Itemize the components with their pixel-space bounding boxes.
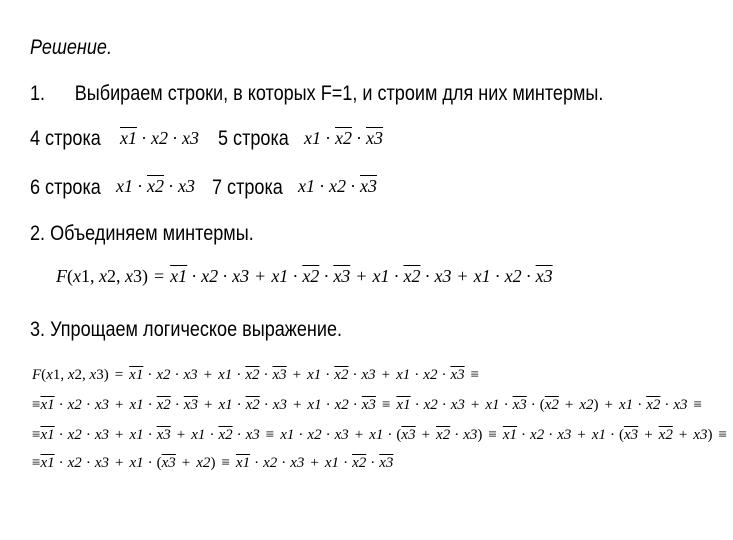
simplify-line-2: ≡x1 · x2 · x3 + x1 · x2 · x3 + x1 · x2 · x3 + x1 · x2 · x3 ≡ x1 · x2 · x3 + x1 · x3 · (x2 + x2) + x1 · x2 · x3 ≡ — [32, 397, 702, 413]
row4-minterm: x1 · x2 · x3 — [120, 128, 199, 148]
heading: Решение. — [30, 36, 112, 59]
step1-text: Выбираем строки, в которых F=1, и строим для них минтермы. — [74, 82, 604, 105]
row6-label: 6 строка — [30, 176, 101, 199]
step2: 2. Объединяем минтермы. — [30, 222, 254, 245]
simplify-line-4: ≡x1 · x2 · x3 + x1 · (x3 + x2) ≡ x1 · x2 · x3 + x1 · x2 · x3 — [32, 455, 394, 471]
row6-minterm: x1 · x2 · x3 — [116, 176, 195, 196]
simplify-line-1: F(x1, x2, x3) = x1 · x2 · x3 + x1 · x2 · x3 + x1 · x2 · x3 + x1 · x2 · x3 ≡ — [32, 367, 480, 383]
step3: 3. Упрощаем логическое выражение. — [30, 318, 343, 341]
simplify-line-3: ≡x1 · x2 · x3 + x1 · x3 + x1 · x2 · x3 ≡ x1 · x2 · x3 + x1 · (x3 + x2 · x3) ≡ x1 · x2 · x3 + x1 · (x3 + x2 + x3) ≡ — [32, 427, 727, 443]
row7-label: 7 строка — [212, 176, 283, 199]
row5-minterm: x1 · x2 · x3 — [304, 128, 383, 148]
x1-bar: x1 — [120, 128, 137, 148]
row4-label: 4 строка — [30, 127, 101, 150]
step1-number: 1. — [30, 82, 46, 105]
row7-minterm: x1 · x2 · x3 — [298, 176, 377, 196]
combined-formula: F(x1, x2, x3) = x1 · x2 · x3 + x1 · x2 · x3 + x1 · x2 · x3 + x1 · x2 · x3 — [56, 266, 553, 286]
row5-label: 5 строка — [218, 127, 289, 150]
step1-line — [30, 82, 603, 105]
